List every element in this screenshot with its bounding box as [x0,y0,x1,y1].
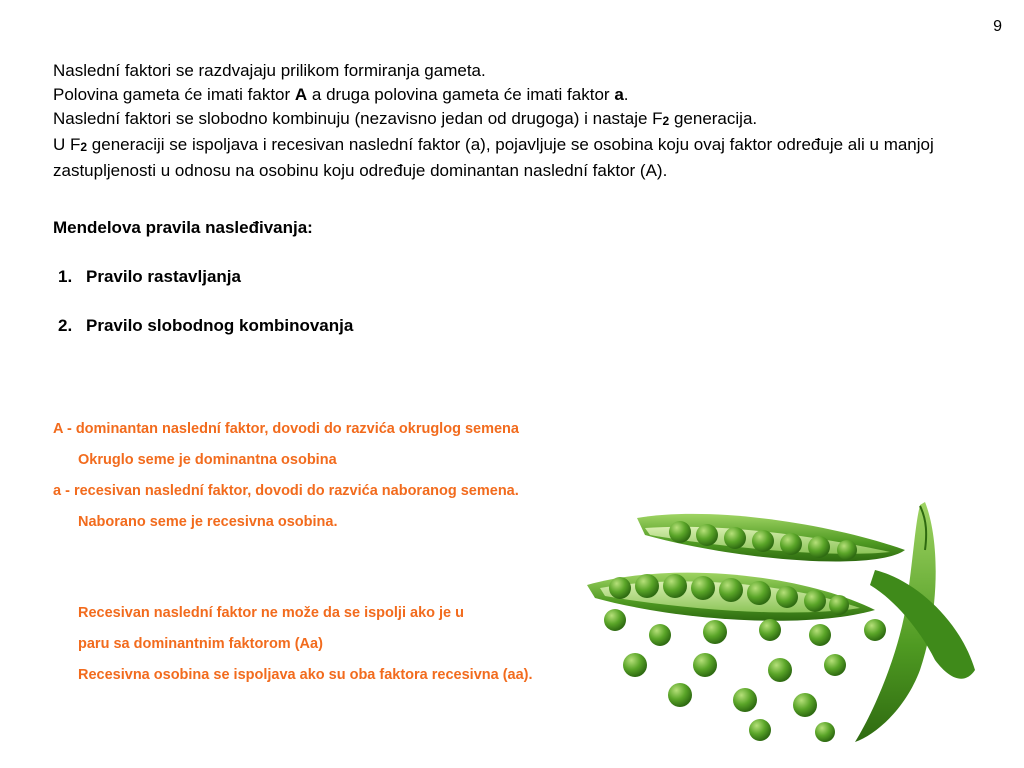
recessive-rule-line-1: Recesivan naslední faktor ne može da se ispolji ako je u [78,605,464,621]
intro-line-2: Polovina gameta će imati faktor A a druga polovina gameta će imati faktor a. [53,85,629,104]
intro-paragraph: U $F_2$ generaciji se ispoljava i recesivan naslední faktor (a), pojavljuje se osobina koju ovaj faktor određuje ali u manjoj zastupljenosti u odnosu na osobinu koju određuje dominantan naslední faktor (A). [53,135,934,180]
recessive-factor-note: a - recesivan naslední faktor, dovodi do razvića naboranog semena. [53,483,519,499]
recessive-trait-note: Naborano seme je recesivna osobina. [78,514,338,530]
rules-title: Mendelova pravila nasleđivanja: [53,218,313,237]
page-number: 9 [993,18,1002,35]
dominant-factor-note: A - dominantan naslední faktor, dovodi do razvića okruglog semena [53,421,519,437]
intro-line-1: Naslední faktori se razdvajaju prilikom formiranja gameta. [53,61,486,80]
rule-item-2: 2. Pravilo slobodnog kombinovanja [58,316,354,335]
recessive-rule-line-3: Recesivna osobina se ispoljava ako su oba faktora recesivna (aa). [78,667,533,683]
pea-pods-illustration-icon [575,480,1015,750]
recessive-rule-line-2: paru sa dominantnim faktorom (Aa) [78,636,323,652]
rule-item-1: 1. Pravilo rastavljanja [58,267,241,286]
intro-line-3: Naslední faktori se slobodno kombinuju (nezavisno jedan od drugoga) i nastaje $F_2$ generacija. [53,109,758,128]
intro-text [53,59,993,183]
dominant-trait-note: Okruglo seme je dominantna osobina [78,452,337,468]
